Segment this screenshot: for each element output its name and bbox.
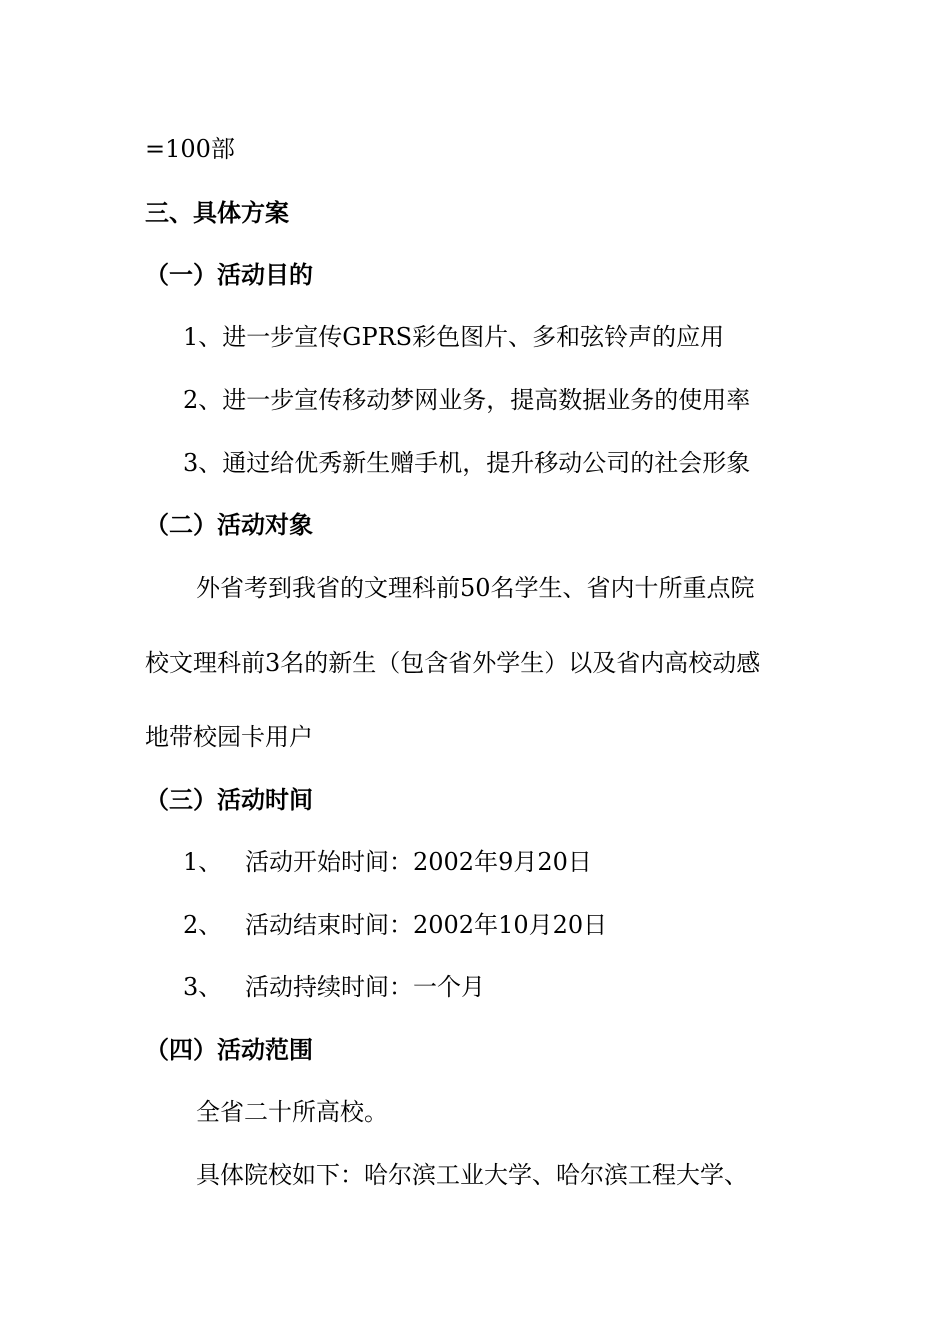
time-item bbox=[183, 847, 592, 877]
top-fragment: =100部 bbox=[145, 135, 235, 163]
time-item-number: 2、 bbox=[183, 911, 223, 939]
time-item bbox=[183, 972, 485, 1002]
target-paragraph-line: 校文理科前3名的新生（包含省外学生）以及省内高校动感 bbox=[145, 649, 761, 677]
target-paragraph-line: 地带校园卡用户 bbox=[145, 723, 313, 751]
time-heading: （三）活动时间 bbox=[145, 786, 313, 814]
purpose-item: 2、进一步宣传移动梦网业务，提高数据业务的使用率 bbox=[183, 386, 751, 414]
time-item-text: 活动开始时间：2002年9月20日 bbox=[245, 848, 592, 876]
purpose-item: 1、进一步宣传GPRS彩色图片、多和弦铃声的应用 bbox=[183, 323, 725, 351]
scope-paragraph: 具体院校如下：哈尔滨工业大学、哈尔滨工程大学、 bbox=[196, 1161, 748, 1189]
time-item-number: 1、 bbox=[183, 848, 223, 876]
target-heading: （二）活动对象 bbox=[145, 511, 313, 539]
purpose-heading: （一）活动目的 bbox=[145, 261, 313, 289]
time-item-number: 3、 bbox=[183, 973, 223, 1001]
purpose-item: 3、通过给优秀新生赠手机，提升移动公司的社会形象 bbox=[183, 449, 751, 477]
section-title: 三、具体方案 bbox=[145, 199, 289, 227]
time-item-text: 活动持续时间：一个月 bbox=[245, 973, 485, 1001]
scope-heading: （四）活动范围 bbox=[145, 1036, 313, 1064]
scope-paragraph: 全省二十所高校。 bbox=[196, 1098, 388, 1126]
time-item-text: 活动结束时间：2002年10月20日 bbox=[245, 911, 608, 939]
time-item bbox=[183, 910, 607, 940]
target-paragraph-line: 外省考到我省的文理科前50名学生、省内十所重点院 bbox=[196, 574, 755, 602]
